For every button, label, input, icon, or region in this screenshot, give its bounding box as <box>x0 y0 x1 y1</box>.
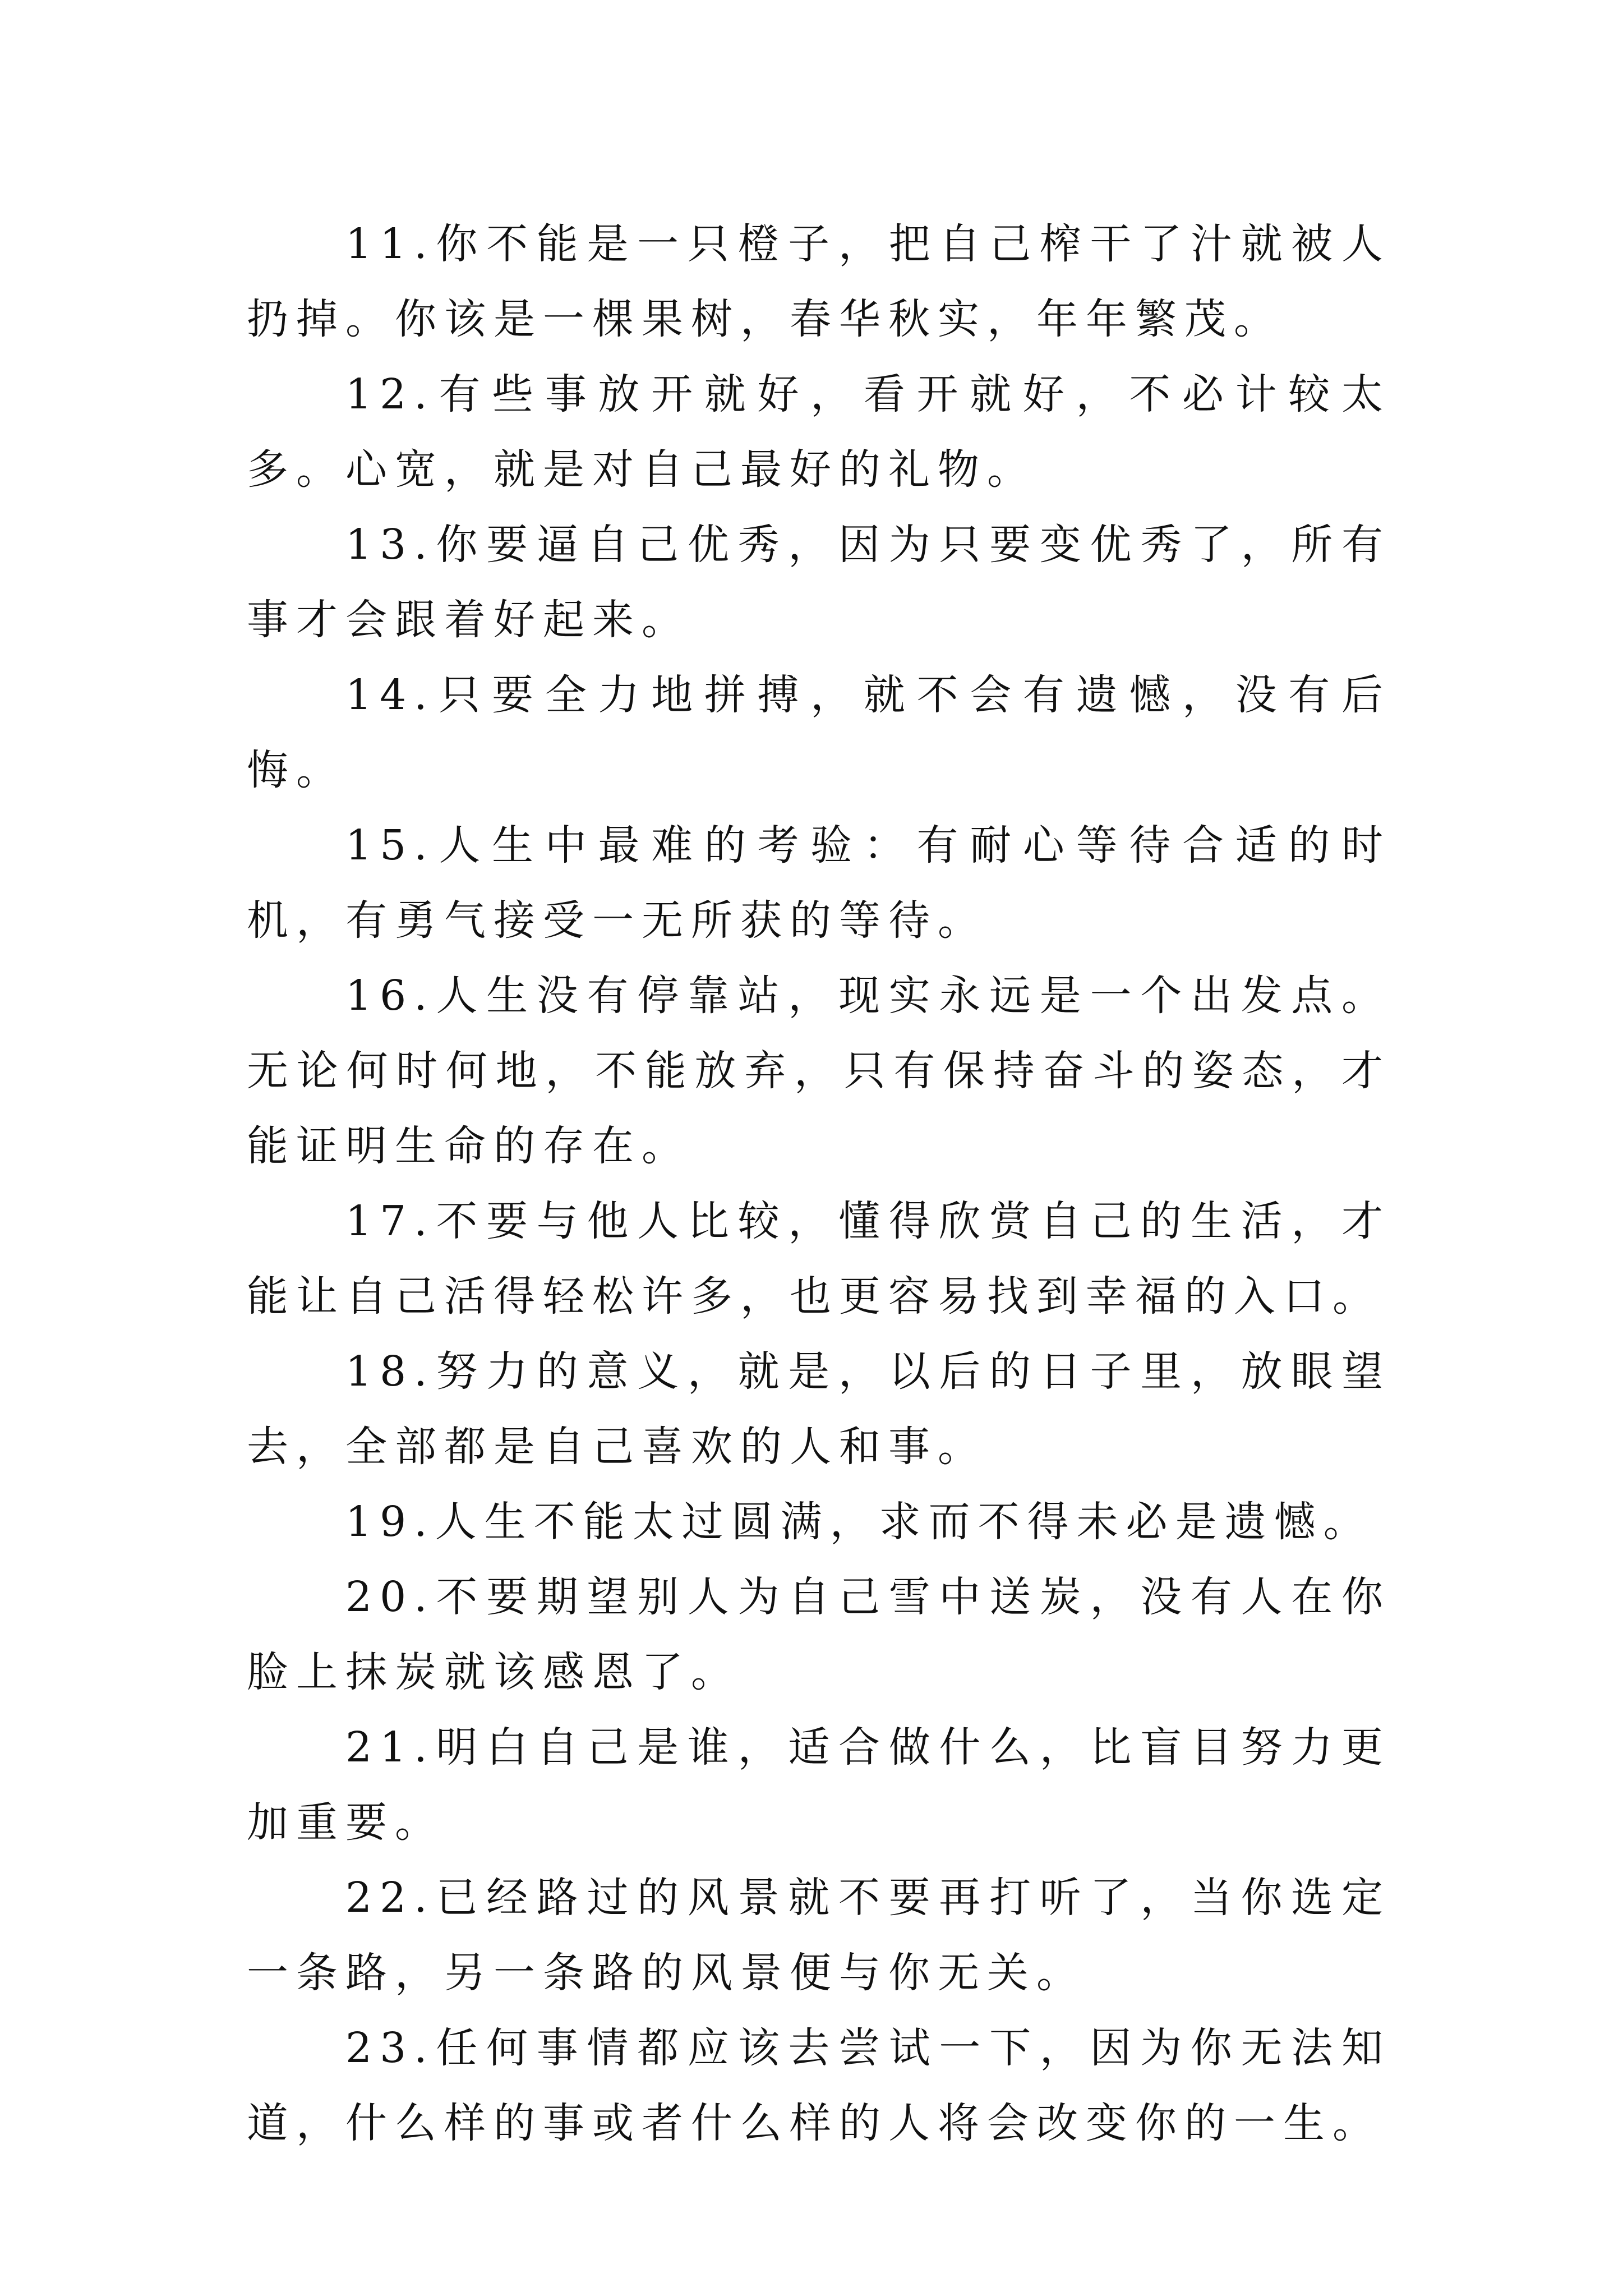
quote-paragraph-14: 14.只要全力地拼搏，就不会有遗憾，没有后悔。 <box>247 671 1391 794</box>
quote-paragraph-21: 21.明白自己是谁，适合做什么，比盲目努力更加重要。 <box>247 1723 1391 1847</box>
quote-paragraph-23: 23.任何事情都应该去尝试一下，因为你无法知道，什么样的事或者什么样的人将会改变你的一生。 <box>247 2024 1391 2147</box>
document-body <box>247 206 1391 2161</box>
quote-paragraph-19: 19.人生不能太过圆满，求而不得未必是遗憾。 <box>345 1498 1373 1546</box>
quote-paragraph-11: 11.你不能是一只橙子，把自己榨干了汁就被人扔掉。你该是一棵果树，春华秋实，年年繁茂。 <box>247 220 1391 343</box>
quote-paragraph-20: 20.不要期望别人为自己雪中送炭，没有人在你脸上抹炭就该感恩了。 <box>247 1573 1391 1696</box>
quote-paragraph-15: 15.人生中最难的考验：有耐心等待合适的时机，有勇气接受一无所获的等待。 <box>247 821 1391 945</box>
quote-paragraph-16: 16.人生没有停靠站，现实永远是一个出发点。无论何时何地，不能放弃，只有保持奋斗的姿态，才能证明生命的存在。 <box>247 972 1391 1170</box>
quote-paragraph-13: 13.你要逼自己优秀，因为只要变优秀了，所有事才会跟着好起来。 <box>247 521 1391 644</box>
quote-paragraph-22: 22.已经路过的风景就不要再打听了，当你选定一条路，另一条路的风景便与你无关。 <box>247 1874 1391 1997</box>
quote-paragraph-18: 18.努力的意义，就是，以后的日子里，放眼望去，全部都是自己喜欢的人和事。 <box>247 1347 1391 1471</box>
quote-paragraph-17: 17.不要与他人比较，懂得欣赏自己的生活，才能让自己活得轻松许多，也更容易找到幸福的入口。 <box>247 1197 1391 1320</box>
quote-paragraph-12: 12.有些事放开就好，看开就好，不必计较太多。心宽，就是对自己最好的礼物。 <box>247 370 1391 494</box>
